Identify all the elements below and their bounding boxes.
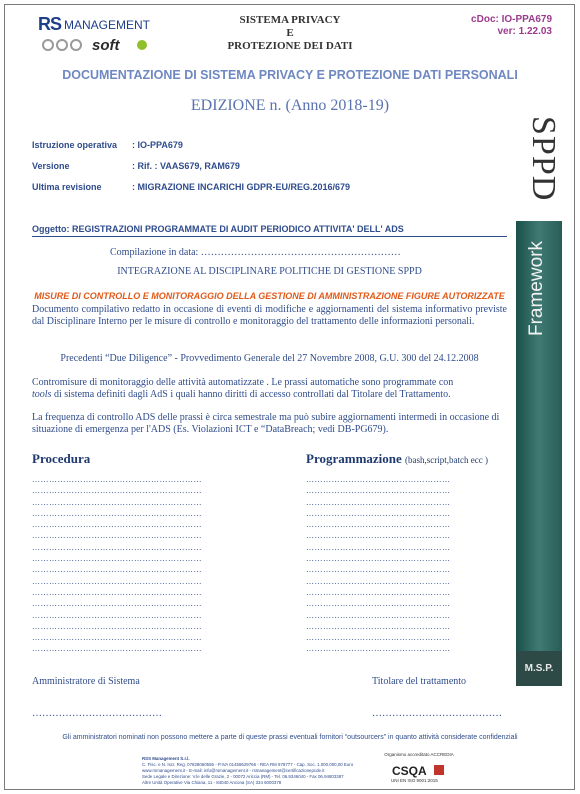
meta-value: : MIGRAZIONE INCARICHI GDPR-EU/REG.2016/679 (132, 182, 351, 192)
meta-key: Istruzione operativa (32, 140, 118, 150)
spine-sppd-label: SPPD (525, 116, 562, 202)
countermeasures-text-a: Contromisure di monitoraggio delle attività automatizzate . Le prassi automatiche sono programmate con (32, 377, 454, 388)
countermeasures-text-b: di sistema definiti dagli AdS i quali hanno diritti di accesso controllati dal Titolare del Trattamento. (51, 389, 451, 400)
procedura-dotted-lines[interactable]: …………………………………………………… …………………………………………………… …………………………………………………… …………………………………………………… …………………………………………………… …………………………………………………… …………………………………………………… …………………………………………………… …………………………………………………… …………………………………………………… …………………………………………………… …………………………………………………… …………………………………………………… …………………………………………………… …………………………………………………… …………………………………………………… (32, 475, 202, 654)
doc-code: cDoc: IO-PPA679 (471, 14, 552, 25)
confidentiality-note: Gli amministratori nominati non possono mettere a parte di queste prassi eventuali fornitori “outsourcers” in quanto attività considerate confidenziali (62, 734, 518, 741)
spine-framework-label: Framework (526, 241, 547, 337)
logo-rs: RS (38, 14, 62, 34)
programmazione-note: (bash,script,batch ecc ) (405, 455, 489, 465)
company-info (142, 756, 372, 786)
integration-heading: INTEGRAZIONE AL DISCIPLINARE POLITICHE DI GESTIONE SPPD (117, 266, 422, 277)
signature-owner-line[interactable]: ………………………………… (372, 708, 502, 719)
signature-admin-label: Amministratore di Sistema (32, 676, 140, 687)
header-right (432, 14, 552, 38)
paragraph-countermeasures (32, 377, 507, 401)
header-line-3: PROTEZIONE DEI DATI (227, 40, 353, 52)
column-procedura-header: Procedura (32, 451, 91, 466)
subject-line: Oggetto: REGISTRAZIONI PROGRAMMATE DI AUDIT PERIODICO ATTIVITA' DELL' ADS (32, 224, 507, 237)
meta-value: : Rif. : VAAS679, RAM679 (132, 161, 240, 171)
company-line: RSS Management S.r.l. (142, 756, 190, 761)
spine-top (516, 108, 562, 221)
doc-version: ver: 1.22.03 (497, 26, 552, 37)
tools-word: tools (32, 389, 52, 400)
paragraph-frequency: La frequenza di controllo ADS delle prassi è circa semestrale ma può subire aggiornamenti intermedi in occasione di situazione di emergenza per l'ADS (Es. Violazioni ICT e “DataBreach; vedi DB-PG679). (32, 412, 500, 435)
cert-caption: Organismo accreditato ACCREDIA (384, 752, 454, 757)
paragraph-due-diligence: Precedenti “Due Diligence” - Provvedimento Generale del 27 Novembre 2008, G.U. 300 del 24.12.2008 (60, 353, 479, 364)
spine-msp-label: M.S.P. (516, 651, 562, 686)
csqa-certification-logo (388, 762, 448, 784)
meta-value: : IO-PPA679 (132, 140, 183, 150)
company-line: www.rsmanagement.it - E-mail: info@rsmanagement.it - rsmanagement@certificazionepcde.it (142, 768, 325, 773)
edition-line: EDIZIONE n. (Anno 2018-19) (190, 97, 390, 114)
company-logo (38, 14, 170, 56)
programmazione-dotted-lines[interactable]: …………………………………………… …………………………………………… …………………………………………… …………………………………………… …………………………………………… …………………………………………… …………………………………………… …………………………………………… …………………………………………… …………………………………………… …………………………………………… …………………………………………… …………………………………………… …………………………………………… …………………………………………… …………………………………………… (306, 475, 451, 654)
programmazione-label: Programmazione (306, 451, 402, 466)
signature-admin-line[interactable]: ………………………………… (32, 708, 162, 719)
document-title: DOCUMENTAZIONE DI SISTEMA PRIVACY E PROTEZIONE DATI PERSONALI (62, 68, 518, 82)
header-line-1: SISTEMA PRIVACY (239, 14, 341, 26)
header-line-2: E (286, 27, 294, 39)
meta-key: Versione (32, 161, 70, 171)
logo-soft-graphic (38, 36, 170, 54)
svg-text:UNI EN ISO 9001:2015: UNI EN ISO 9001:2015 (391, 778, 438, 783)
paragraph-intro: Documento compilativo redatto in occasione di eventi di modifiche e aggiornamenti del sistema informativo previste dal Disciplinare Interno per le misure di controllo e monitoraggio del trattamento delle informazioni personali. (32, 304, 507, 327)
side-spine (516, 108, 562, 686)
company-line: Sede Legale e Direzione: V.le delle Grazie, 2 - 00072 Ariccia (RM) - Tel. 06.9346040 - Fax 06.94803387 (142, 774, 344, 779)
logo-management: MANAGEMENT (64, 18, 151, 32)
svg-text:soft: soft (92, 37, 120, 54)
signature-owner-label: Titolare del trattamento (372, 676, 467, 687)
column-programmazione-header (306, 451, 488, 467)
compilation-date: Compilazione in data: …………………………………………………… (110, 247, 401, 258)
meta-key: Ultima revisione (32, 182, 102, 192)
company-line: Altre Unità Operative Via Chiana, 11 - 84040 Ancona (SA) 334 6000378 (142, 780, 282, 785)
measures-heading: MISURE DI CONTROLLO E MONITORAGGIO DELLA GESTIONE DI AMMINISTRAZIONE FIGURE AUTORIZZATE (34, 291, 505, 301)
header-center (200, 14, 380, 53)
company-line: C. Fisc. e N. Iscr. Reg. 07828060556 - P.IVA 01458629766 - REA RM 978777 - Cap. Soc. 1.000.000,00 Euro (142, 762, 354, 767)
spine-framework-panel (516, 221, 562, 651)
svg-text:CSQA: CSQA (392, 764, 427, 778)
